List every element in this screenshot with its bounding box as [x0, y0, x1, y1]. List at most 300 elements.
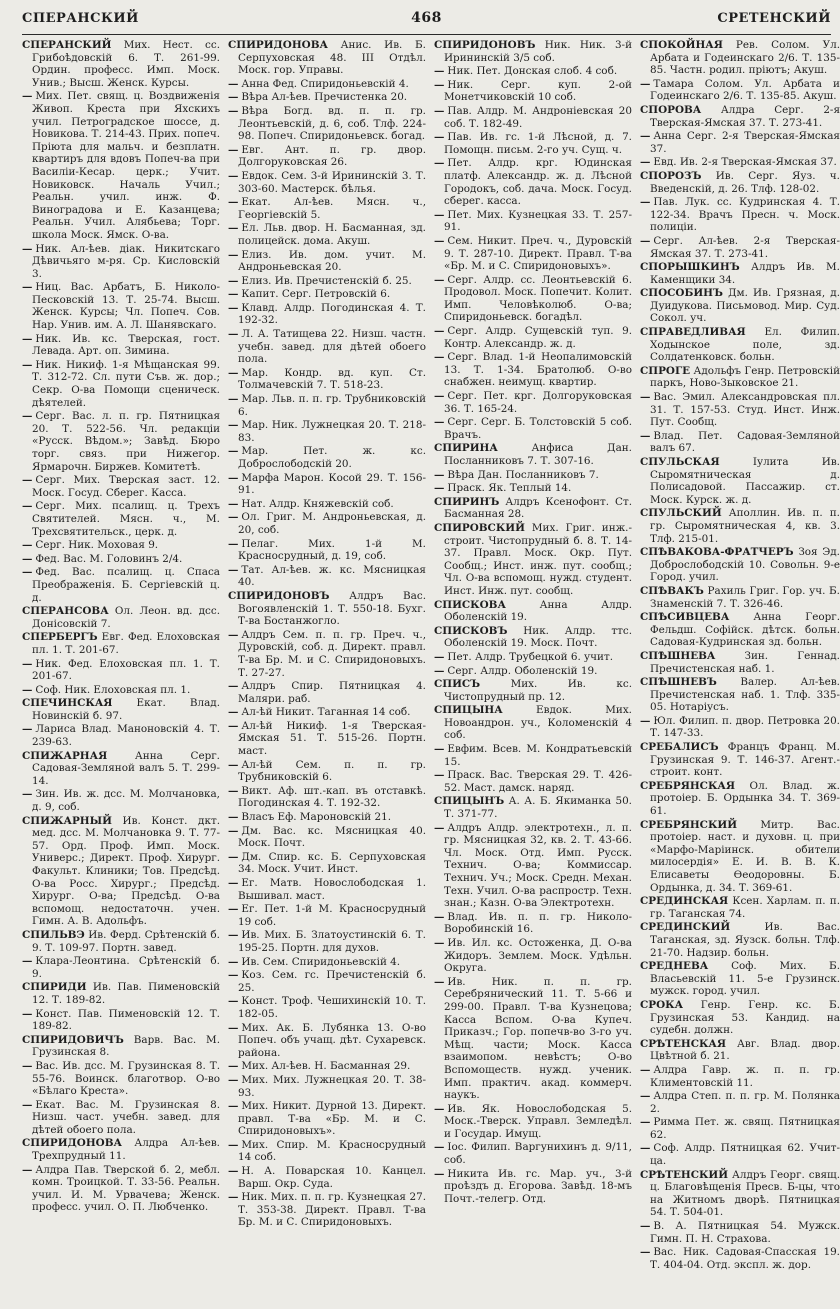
directory-entry [228, 590, 426, 628]
page-number: 468 [411, 10, 442, 26]
directory-entry [640, 960, 840, 998]
entry-surname: СПИЖАРНАЯ [22, 749, 108, 762]
ditto-dash: — [22, 683, 33, 696]
ditto-dash: — [22, 358, 33, 371]
directory-entry [640, 1169, 840, 1219]
entry-text: Анис. Ив. Б. Серпуховская 48. III Отдѣл. Моск. гор. Управы. [238, 39, 426, 77]
directory-entry [434, 704, 632, 742]
ditto-dash: — [640, 196, 651, 209]
entry-text: Алдра Гавр. ж. п. п. гр. Климентовскій 11. [650, 1063, 840, 1089]
directory-entry [640, 999, 840, 1037]
entry-text: Евдок. Сем. 3-й Ирининскій 3. Т. 303-60. Мастерск. бѣлья. [238, 169, 426, 195]
directory-entry [640, 921, 840, 959]
entry-text: Анна Серг. 2-я Тверская-Ямская 37. [650, 130, 840, 155]
ditto-dash: — [228, 955, 239, 968]
directory-entry [640, 456, 840, 506]
entry-text: Серг. Пет. крг. Долгоруковская 36. Т. 165-24. [444, 390, 632, 415]
ditto-dash: — [22, 281, 33, 294]
entry-text: Вѣра Богд. вд. п. п. гр. Леонтьевскій, д. 6, соб. Тлф. 224-98. Попеч. Спиридоньевск. богад. [238, 104, 426, 143]
entry-text: Ник. Алдр. ттс. Оболенскій 19. Моск. Почт. [444, 624, 632, 650]
entry-text: Ник. Пет. Донская слоб. 4 соб. [447, 65, 618, 78]
directory-entry [228, 328, 426, 366]
ditto-dash: — [22, 539, 33, 552]
ditto-dash: — [22, 657, 33, 670]
ditto-dash: — [22, 90, 33, 103]
columns-container [22, 39, 840, 1297]
ditto-dash: — [22, 552, 33, 565]
entry-surname: СРОКА [640, 998, 684, 1011]
directory-entry [640, 365, 840, 390]
ditto-dash: — [434, 1167, 445, 1180]
directory-entry [434, 157, 632, 207]
directory-entry [434, 937, 632, 975]
entry-surname: СПОКОЙНАЯ [640, 39, 723, 51]
entry-text: Мих. Никит. Дурной 13. Директ. правл. Т-ва «Бр. М. и С. Спиридоновыхъ». [238, 1100, 426, 1138]
entry-text: Пет. Мих. Кузнецкая 33. Т. 257-91. [444, 208, 632, 234]
directory-entry [228, 105, 426, 143]
directory-entry [22, 929, 220, 954]
entry-text: Нат. Алдр. Княжевскій соб. [241, 497, 394, 510]
ditto-dash: — [228, 511, 239, 524]
ditto-dash: — [228, 393, 239, 406]
ditto-dash: — [434, 743, 445, 756]
entry-surname: СПОСОБИНЪ [640, 287, 723, 300]
ditto-dash: — [434, 325, 445, 338]
ditto-dash: — [228, 196, 239, 209]
header-rule [22, 34, 831, 35]
entry-surname: СПУЛЬСКИЙ [640, 507, 722, 520]
entry-surname: СПИРИДОВИЧЪ [22, 1033, 124, 1046]
entry-surname: СПУЛЬСКАЯ [640, 456, 720, 468]
directory-entry [228, 196, 426, 221]
directory-entry [228, 1022, 426, 1060]
entry-text: Алдра Ал-ѣев. Трехпрудный 11. [32, 1137, 220, 1163]
directory-entry [228, 1165, 426, 1190]
directory-entry [434, 235, 632, 273]
entry-text: Викт. Аф. шт.-кап. въ отставкѣ. Погодинская 4. Т. 192-32. [238, 784, 426, 810]
directory-entry [640, 326, 840, 364]
directory-entry [434, 678, 632, 703]
entry-surname: СПОРЫШКИНЪ [640, 261, 740, 274]
directory-entry [22, 1164, 220, 1214]
directory-entry [22, 474, 220, 499]
entry-text: Алдръ Сем. п. п. гр. Преч. ч., Дуровскій, соб. д. Директ. правл. Т-ва Бр. М. и С. Спиридоновыхъ. Т. 27-27. [238, 628, 426, 679]
entry-text: Адольфъ Генр. Петровскій паркъ, Ново-Зыковское 21. [650, 364, 840, 390]
ditto-dash: — [228, 628, 239, 641]
directory-entry [640, 895, 840, 920]
ditto-dash: — [434, 78, 445, 91]
entry-text: Алдръ Алдр. электротехн., л. п. гр. Мясницкая 32, кв. 2. Т. 43-66. Чл. Моск. Отд. Имп. Русск. Технич. О-ва; Коммиссар. Технич. Уч.; Моск. Средн. Механ. Техн. Учил. О-ва распростр. Техн. знан.; Казн. О-ва Электротехн. [444, 821, 632, 910]
entry-text: Алдръ Ксенофонт. Ст. Басманная 28. [444, 495, 633, 521]
entry-text: Ив. Вас. Таганская, зд. Яузск. больн. Тлф. 21-70. Надзир. больн. [650, 921, 840, 959]
entry-text: Мар. Льв. п. п. гр. Трубниковскій 6. [238, 393, 426, 418]
ditto-dash: — [22, 242, 33, 255]
entry-text: Евфим. Всев. М. Кондратьевскій 15. [444, 743, 632, 768]
entry-text: Мих. Нест. сс. Грибоѣдовскій 6. Т. 261-99. Ордин. професс. Имп. Моск. Унив.; Высш. Женск. Курсы. [32, 39, 220, 89]
ditto-dash: — [640, 234, 651, 247]
entry-text: Серг. Вас. л. п. гр. Пятницкая 20. Т. 522-56. Чл. редакціи «Русск. Вѣдом.»; Завѣд. Бюро торг. связ. при Нижегор. Ярмарочн. Биржев. Комитетѣ. [32, 410, 220, 473]
entry-surname: СРЕБРЯНСКАЯ [640, 779, 736, 792]
entry-text: Францъ Франц. М. Грузинская 9. Т. 146-37. Агент.-строит. конт. [650, 741, 840, 779]
directory-entry [640, 819, 840, 895]
entry-text: Серг. Мих. псалищ. ц. Трехъ Святителей. Мясн. ч., М. Трехсвятительск., церк. д. [32, 500, 220, 538]
entry-text: Рев. Солом. Ул. Арбата и Годеинскаго 2/6. Т. 135-85. Частн. родил. пріютъ; Акуш. [650, 39, 840, 77]
entry-text: Мих. Ак. Б. Лубянка 13. О-во Попеч. объ учащ. дѣт. Сухаревск. района. [238, 1021, 426, 1059]
directory-entry [640, 235, 840, 260]
entry-text: Серг. Ник. Моховая 9. [35, 539, 159, 552]
directory-entry [22, 410, 220, 473]
directory-entry [228, 956, 426, 969]
entry-surname: СПѢВАКОВА-ФРАТЧЕРЪ [640, 546, 794, 559]
directory-entry [228, 1074, 426, 1099]
ditto-dash: — [228, 222, 239, 235]
entry-text: Ив. Ил. кс. Остоженка, Д. О-ва Жидоръ. Землем. Моск. Удѣльн. Округа. [444, 936, 632, 975]
entry-text: Ел. Льв. двор. Н. Басманная, зд. полицейск. дома. Акуш. [238, 222, 426, 247]
entry-text: Анна Фед. Спиридоньевскій 4. [241, 77, 409, 90]
ditto-dash: — [228, 77, 239, 90]
entry-text: Ол. Влад. ж. протоіер. Б. Ордынка 34. Т. 369-61. [650, 779, 840, 818]
directory-entry [22, 815, 220, 928]
ditto-dash: — [22, 1059, 33, 1072]
directory-entry [228, 720, 426, 758]
directory-entry [434, 39, 632, 64]
entry-text: Фед. Вас. М. Головинъ 2/4. [35, 552, 183, 565]
ditto-dash: — [434, 468, 445, 481]
directory-entry [228, 511, 426, 536]
ditto-dash: — [228, 758, 239, 771]
directory-entry [228, 1060, 426, 1073]
ditto-dash: — [434, 482, 445, 495]
entry-text: Анфиса Дан. Посланниковъ 7. Т. 307-16. [444, 442, 632, 467]
entry-surname: СПОРОВА [640, 103, 702, 116]
page-header [22, 4, 831, 32]
ditto-dash: — [228, 929, 239, 942]
directory-entry [640, 1038, 840, 1063]
ditto-dash: — [434, 208, 445, 221]
ditto-dash: — [434, 936, 445, 949]
directory-entry [434, 351, 632, 389]
ditto-dash: — [228, 445, 239, 458]
directory-entry [640, 1142, 840, 1167]
entry-surname: СПѢШНЕВА [640, 649, 716, 662]
entry-text: Рахиль Григ. Гор. уч. Б. Знаменскій 7. Т. 326-46. [650, 584, 840, 610]
ditto-dash: — [434, 910, 445, 923]
directory-entry [228, 249, 426, 274]
entry-text: Зоя Эд. Доброслободскій 10. Совольн. 9-е Город. учил. [650, 546, 840, 584]
entry-text: Дм. Ив. Грязная, д. Дуидукова. Письмовод. Мир. Суд. Сокол. уч. [650, 287, 840, 325]
entry-text: Елиз. Ив. дом. учит. М. Андроньевская 20. [238, 248, 426, 274]
ditto-dash: — [228, 143, 239, 156]
entry-surname: СПИРИДОНОВА [228, 39, 328, 51]
entry-text: Фед. Вас. псалищ. ц. Спаса Преображенія. Б. Сергіевскій ц. д. [32, 566, 220, 604]
entry-text: Елиз. Ив. Пречистенскій б. 25. [241, 274, 412, 287]
directory-entry [22, 658, 220, 683]
entry-text: Валер. Ал-ѣев. Пречистенская наб. 1. Тлф. 335-05. Нотаріусъ. [650, 676, 840, 714]
directory-entry [434, 325, 632, 350]
ditto-dash: — [640, 77, 651, 90]
directory-entry [22, 1008, 220, 1033]
directory-entry [228, 419, 426, 444]
ditto-dash: — [22, 1098, 33, 1111]
directory-entry [228, 629, 426, 679]
entry-text: Алдръ Ив. М. Каменщики 34. [650, 261, 840, 286]
entry-text: Дм. Спир. кс. Б. Серпуховская 34. Моск. Учит. Инст. [238, 850, 426, 876]
directory-entry [228, 78, 426, 91]
entry-text: Пет. Алдр. Трубецкой 6. учит. [447, 650, 614, 663]
directory-entry [434, 665, 632, 678]
entry-text: Ал-ѣй Никиф. 1-я Тверская-Ямская 51. Т. 515-26. Портн. маст. [238, 719, 426, 758]
ditto-dash: — [434, 416, 445, 429]
ditto-dash: — [228, 537, 239, 550]
ditto-dash: — [228, 824, 239, 837]
entry-text: Ив. Конст. дкт. мед. дсс. М. Молчановка 9. Т. 77-57. Орд. Проф. Имп. Моск. Универс.; Директ. Проф. Хирург. Факульт. Клиники; Тов. Предсѣд. О-ва Росс. Хирург.; Предсѣд. Хирург. О-ва; Предсѣд. О-ва вспомощ. недостаточн. учен. Гимн. А. В. Адольфъ. [32, 814, 220, 928]
entry-text: Ив. Мих. Б. Златоустинскій 6. Т. 195-25. Портн. для духов. [238, 929, 426, 954]
entry-text: Ник. Фед. Елоховская пл. 1. Т. 201-67. [32, 657, 220, 683]
ditto-dash: — [228, 91, 239, 104]
entry-text: Римма Пет. ж. свящ. Пятницкая 62. [650, 1116, 840, 1141]
ditto-dash: — [640, 714, 651, 727]
entry-surname: СПѢШНЕВЪ [640, 676, 717, 689]
entry-text: Варв. Вас. М. Грузинская 8. [32, 1033, 220, 1059]
directory-entry [640, 287, 840, 325]
ditto-dash: — [434, 351, 445, 364]
entry-text: Алдра Пав. Тверской б. 2, мебл. комн. Троицкой. Т. 33-56. Реальн. учил. И. М. Урвачева; Женск. професс. учил. О. П. Любченко. [32, 1163, 220, 1214]
ditto-dash: — [640, 1246, 651, 1259]
entry-text: Никита Ив. гс. Мар. уч., 3-й проѣздъ д. Егорова. Завѣд. 18-мъ Почт.-телегр. Отд. [444, 1167, 632, 1205]
directory-entry [228, 969, 426, 994]
entry-text: Пав. Лук. сс. Кудринская 4. Т. 122-34. Врачъ Пресн. ч. Моск. полиціи. [650, 196, 840, 234]
directory-entry [228, 39, 426, 77]
ditto-dash: — [22, 788, 33, 801]
entry-text: Лариса Влад. Маноновскій 4. Т. 239-63. [32, 723, 220, 749]
directory-entry [434, 1168, 632, 1206]
ditto-dash: — [434, 131, 445, 144]
entry-text: Ник. Ив. кс. Тверская, гост. Левада. Арт. оп. Зимина. [32, 332, 220, 358]
entry-text: Алдра Серг. 2-я Тверская-Ямская 37. Т. 273-41. [650, 103, 840, 129]
directory-entry [640, 585, 840, 610]
entry-text: Екат. Влад. Новинскій б. 97. [32, 697, 220, 722]
ditto-dash: — [434, 1141, 445, 1154]
entry-surname: СПЕРБЕРГЪ [22, 631, 98, 644]
directory-entry [640, 741, 840, 779]
directory-entry [228, 785, 426, 810]
entry-text: Ив. Ник. п. п. гр. Серебрянический 11. Т. 5-66 и 299-00. Правл. Т-ва Кузнецова; Касса Вспом. О-ва Купеч. Приказч.; Гор. попечв-во 3-го уч. Мѣщ. части; Моск. Касса взаимопом. невѣстъ; О-во Вспомоществ. нужд. ученик. Имп. практич. акад. коммерч. наукъ. [444, 975, 632, 1102]
directory-entry [640, 1116, 840, 1141]
entry-text: А. А. Б. Якиманка 50. Т. 371-77. [444, 795, 632, 821]
directory-entry [22, 697, 220, 722]
entry-text: Соф. Мих. Б. Власьевскій 11. 5-е Грузинск. мужск. город. учил. [650, 960, 840, 998]
directory-entry [228, 877, 426, 902]
entry-text: Мих. Ив. кс. Чистопрудный пр. 12. [444, 678, 632, 703]
entry-text: Анна Георг. Фельдш. Софійск. дѣтск. больн. Садовая-Кудринская зд. больн. [650, 611, 840, 649]
entry-surname: СПЕРАНСКИЙ [22, 39, 112, 51]
entry-surname: СПЕРАНСОВА [22, 605, 109, 618]
entry-text: Митр. Вас. протоіер. наст. и духовн. ц. при «Марфо-Маріинск. обители милосердія» Е. И. В. В. К. Елисаветы Ѳеодоровны. Б. Ордынка, д. 34. Т. 369-61. [650, 818, 840, 894]
entry-surname: СРѢТЕНСКИЙ [640, 1168, 729, 1181]
entry-text: Серг. Алдр. Сущевскій туп. 9. Контр. Александр. ж. д. [444, 325, 632, 350]
entry-text: Марфа Марон. Косой 29. Т. 156-91. [238, 471, 426, 497]
entry-text: Ниц. Вас. Арбатъ, Б. Николо-Песковскій 13. Т. 25-74. Высш. Женск. Курсы; Чл. Попеч. Сов. Нар. Унив. им. А. Л. Шанявскаго. [32, 281, 220, 332]
directory-entry [228, 680, 426, 705]
entry-surname: СПИРИДИ [22, 981, 87, 994]
directory-entry [640, 546, 840, 584]
directory-entry [22, 281, 220, 331]
entry-surname: СПИРИДОНОВА [22, 1137, 122, 1150]
directory-entry [22, 500, 220, 538]
ditto-dash: — [640, 1142, 651, 1155]
ditto-dash: — [22, 1007, 33, 1020]
entry-text: Ол. Григ. М. Андроньевская, д. 20, соб. [238, 511, 426, 536]
directory-entry [228, 1100, 426, 1138]
directory-entry [228, 275, 426, 288]
ditto-dash: — [434, 650, 445, 663]
ditto-dash: — [228, 706, 239, 719]
directory-entry [22, 243, 220, 281]
entry-text: Дм. Вас. кс. Мясницкая 40. Моск. Почт. [238, 824, 426, 850]
ditto-dash: — [228, 1165, 239, 1178]
entry-surname: СПИРИНА [434, 442, 498, 455]
ditto-dash: — [434, 104, 445, 117]
directory-entry [228, 445, 426, 470]
ditto-dash: — [228, 784, 239, 797]
ditto-dash: — [434, 234, 445, 247]
ditto-dash: — [228, 419, 239, 432]
directory-entry [640, 1090, 840, 1115]
entry-surname: СПИЛЬВЭ [22, 928, 85, 941]
ditto-dash: — [434, 664, 445, 677]
entry-text: Пав. Алдр. М. Андроніевская 20 соб. Т. 182-49. [444, 104, 632, 130]
directory-entry [434, 131, 632, 156]
directory-entry [22, 684, 220, 697]
entry-surname: СПИРИДОНОВЪ [228, 589, 330, 602]
directory-entry [640, 130, 840, 155]
column-3 [434, 39, 632, 1297]
directory-entry [22, 39, 220, 89]
ditto-dash: — [434, 157, 445, 170]
ditto-dash: — [22, 566, 33, 579]
entry-text: Евд. Ив. 2-я Тверская-Ямская 37. [653, 156, 837, 169]
entry-text: Соф. Алдр. Пятницкая 62. Учит-ца. [650, 1142, 840, 1168]
ditto-dash: — [22, 410, 33, 423]
entry-surname: СПИЖАРНЫЙ [22, 814, 112, 827]
entry-text: Серг. Ал-ѣев. 2-я Тверская-Ямская 37. Т. 273-41. [650, 234, 840, 260]
directory-entry [22, 359, 220, 409]
directory-entry [640, 196, 840, 234]
directory-entry [640, 104, 840, 129]
directory-entry [640, 1064, 840, 1089]
entry-text: Пав. Ив. гс. 1-й Лѣсной, д. 7. Помощн. письм. 2-го уч. Сущ. ч. [444, 131, 632, 156]
ditto-dash: — [434, 975, 445, 988]
directory-entry [640, 430, 840, 455]
ditto-dash: — [22, 500, 33, 513]
directory-entry [228, 903, 426, 928]
entry-text: Капит. Серг. Петровскій 6. [241, 288, 391, 301]
entry-text: Зин. Ив. ж. дсс. М. Молчановка, д. 9, соб. [32, 788, 220, 814]
directory-entry [640, 39, 840, 77]
directory-entry [434, 65, 632, 78]
entry-text: Евдок. Мих. Новоандрон. уч., Коломенскій 4 соб. [444, 704, 632, 742]
directory-entry [228, 302, 426, 327]
directory-entry [434, 1103, 632, 1141]
directory-entry [434, 769, 632, 794]
ditto-dash: — [228, 497, 239, 510]
entry-text: Евг. Фед. Елоховская пл. 1. Т. 201-67. [32, 631, 220, 656]
directory-entry [22, 981, 220, 1006]
directory-entry [22, 788, 220, 813]
ditto-dash: — [228, 1138, 239, 1151]
directory-entry [434, 79, 632, 104]
entry-text: Алдръ Спир. Пятницкая 4. Маляри. раб. [238, 680, 426, 705]
entry-text: В. А. Пятницкая 54. Мужск. Гимн. П. Н. Страхова. [650, 1220, 840, 1245]
entry-text: Ег. Матв. Новослободская 1. Вышивал. маст. [238, 877, 426, 902]
directory-entry [228, 929, 426, 954]
entry-text: Праск. Вас. Тверская 29. Т. 426-52. Маст. дамск. наряд. [444, 769, 632, 794]
entry-text: Вѣра Ал-ѣев. Пречистенка 20. [241, 91, 408, 104]
directory-entry [228, 222, 426, 247]
entry-surname: СРЕБРЯНСКИЙ [640, 818, 738, 831]
directory-entry [228, 170, 426, 195]
entry-text: Ив. Пав. Пименовскій 12. Т. 189-82. [32, 981, 220, 1006]
entry-text: Ник. Никиф. 1-я Мѣщанская 99. Т. 312-72. Сл. пути Съв. ж. дор.; Секр. О-ва Помощи сценическ. дѣятелей. [32, 358, 220, 409]
entry-text: Ив. Як. Новослободская 5. Моск.-Тверск. Управл. Земледѣл. и Государ. Имущ. [444, 1102, 632, 1140]
ditto-dash: — [22, 723, 33, 736]
entry-text: Тат. Ал-ѣев. ж. кс. Мясницкая 40. [238, 563, 426, 589]
directory-entry [228, 91, 426, 104]
entry-surname: СРЕДИНСКАЯ [640, 895, 729, 908]
directory-entry [434, 625, 632, 650]
directory-entry [434, 209, 632, 234]
entry-text: Коз. Сем. гс. Пречистенскій б. 25. [238, 969, 426, 994]
directory-entry [22, 566, 220, 604]
ditto-dash: — [228, 995, 239, 1008]
entry-text: Власъ Еф. Мароновскій 21. [241, 811, 392, 824]
directory-entry [228, 1139, 426, 1164]
entry-text: Н. А. Поварская 10. Канцел. Варш. Окр. Суда. [238, 1165, 426, 1190]
entry-text: Ел. Филип. Ходынское поле, зд. Солдатенковск. больн. [650, 326, 840, 364]
directory-entry [22, 333, 220, 358]
entry-text: Мих. Пет. свящ. ц. Воздвиженія Живоп. Креста при Яхскихъ учил. Петроградское шоссе, д. Новикова. Т. 214-43. Прих. попеч. Пріюта для мальч. и безплатн. квартиръ для вдовъ Попеч-ва при Василіи-Кесар. церк.; Учит. Новиковск. Началь Учил.; Реальн. учил. инж. Ф. Виноградова и Е. Казанцева; Реальн. Учил. Алябьева; Торг. школа Моск. Ямск. О-ва. [32, 90, 220, 241]
directory-entry [22, 1137, 220, 1162]
ditto-dash: — [434, 821, 445, 834]
entry-text: Серг. Алдр. Оболенскій 19. [447, 664, 598, 677]
entry-text: Мар. Пет. ж. кс. Доброслободскій 20. [238, 445, 426, 470]
entry-text: Л. А. Татищева 22. Низш. частн. учебн. завед. для дѣтей обоего пола. [238, 328, 426, 366]
ditto-dash: — [228, 1060, 239, 1073]
entry-surname: СРЕДИНСКИЙ [640, 921, 731, 934]
running-head-left: СПЕРАНСКИЙ [22, 10, 139, 26]
ditto-dash: — [228, 1191, 239, 1204]
directory-entry [434, 743, 632, 768]
directory-entry [228, 759, 426, 784]
directory-entry [434, 651, 632, 664]
directory-entry [434, 911, 632, 936]
entry-text: Ал-ѣй Никит. Таганная 14 соб. [241, 706, 411, 719]
entry-text: Аполлин. Ив. п. п. гр. Сыромятническая 4, кв. 3. Тлф. 215-01. [650, 507, 840, 545]
directory-entry [22, 1099, 220, 1137]
directory-entry [228, 811, 426, 824]
entry-text: Алдръ Вас. Вогоявленскій 1. Т. 550-18. Бухг. Т-ва Бостанжогло. [238, 589, 426, 628]
directory-entry [434, 976, 632, 1102]
ditto-dash: — [228, 1100, 239, 1113]
entry-surname: СРЕДНЕВА [640, 960, 709, 973]
entry-text: Ив. Серг. Яуз. ч. Введенскій, д. 26. Тлф. 128-02. [650, 169, 840, 195]
directory-entry [22, 553, 220, 566]
entry-text: Мих. Спир. М. Красносрудный 14 соб. [238, 1138, 426, 1164]
directory-entry [228, 144, 426, 169]
directory-entry [228, 288, 426, 301]
ditto-dash: — [228, 1073, 239, 1086]
directory-entry [434, 469, 632, 482]
